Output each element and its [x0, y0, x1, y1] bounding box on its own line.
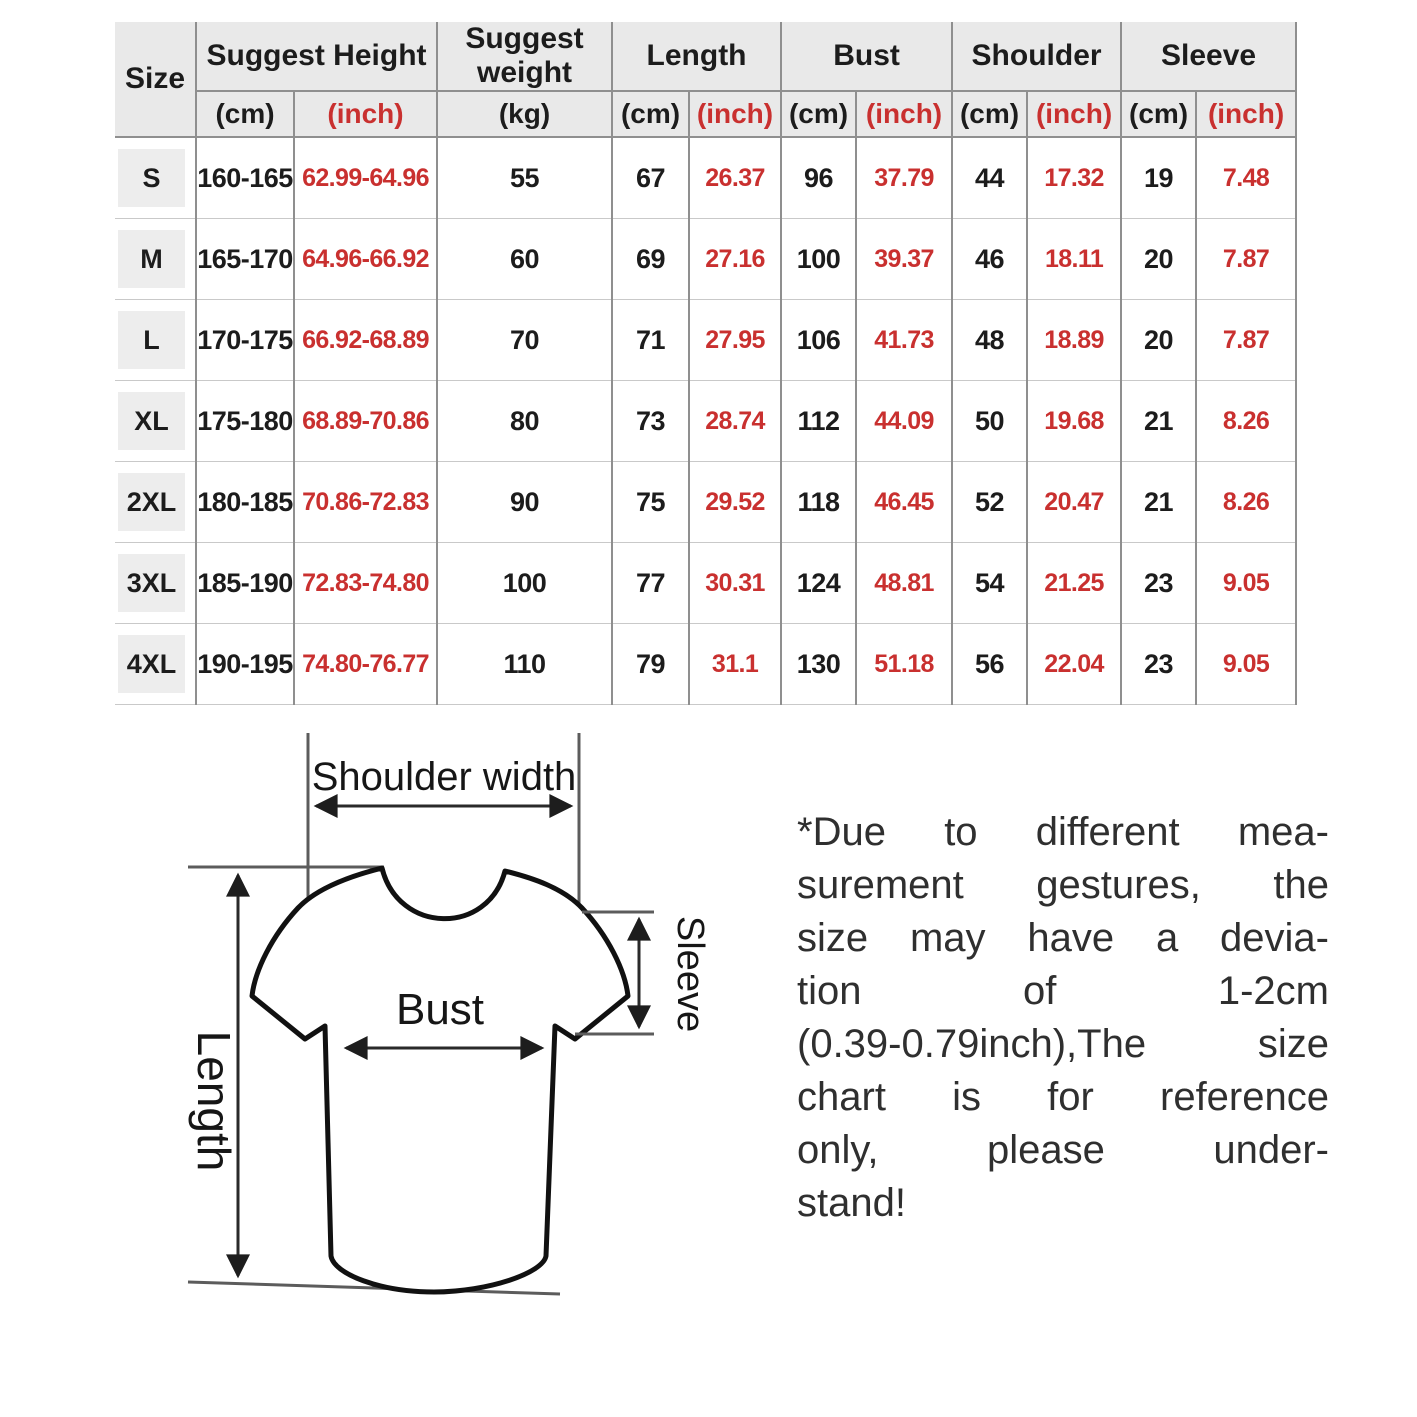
size-cell — [115, 300, 196, 381]
unit-header-cm: (cm) — [612, 91, 689, 137]
length-label: Length — [188, 1030, 240, 1172]
size-cell — [115, 219, 196, 300]
sleeve-cm-cell: 21 — [1121, 381, 1196, 462]
shoulder-inch-cell: 18.89 — [1027, 300, 1121, 381]
height-cm-cell: 170-175 — [196, 300, 294, 381]
size-cell — [115, 462, 196, 543]
bust-cm-cell: 106 — [781, 300, 856, 381]
size-label: 2XL — [118, 473, 185, 531]
height-inch-cell: 68.89-70.86 — [294, 381, 437, 462]
length-cm-cell: 79 — [612, 624, 689, 705]
length-inch-cell: 26.37 — [689, 137, 781, 219]
sleeve-inch-cell: 9.05 — [1196, 624, 1296, 705]
table-row-2xl — [115, 462, 1296, 543]
weight-kg-cell: 55 — [437, 137, 612, 219]
height-cm-cell: 165-170 — [196, 219, 294, 300]
sleeve-inch-cell: 9.05 — [1196, 543, 1296, 624]
col-header-length: Length — [612, 22, 781, 91]
size-cell — [115, 543, 196, 624]
weight-kg-cell: 80 — [437, 381, 612, 462]
unit-header-inch: (inch) — [294, 91, 437, 137]
shoulder-cm-cell: 48 — [952, 300, 1027, 381]
weight-kg-cell: 60 — [437, 219, 612, 300]
bust-inch-cell: 41.73 — [856, 300, 952, 381]
bust-cm-cell: 130 — [781, 624, 856, 705]
weight-kg-cell: 70 — [437, 300, 612, 381]
disclaimer-line: chart is for reference — [797, 1075, 1329, 1119]
length-inch-cell: 30.31 — [689, 543, 781, 624]
height-inch-cell: 70.86-72.83 — [294, 462, 437, 543]
unit-header-kg: (kg) — [437, 91, 612, 137]
length-cm-cell: 77 — [612, 543, 689, 624]
size-label: L — [118, 311, 185, 369]
bust-inch-cell: 44.09 — [856, 381, 952, 462]
height-cm-cell: 175-180 — [196, 381, 294, 462]
unit-header-cm: (cm) — [952, 91, 1027, 137]
length-cm-cell: 75 — [612, 462, 689, 543]
sleeve-cm-cell: 20 — [1121, 300, 1196, 381]
bust-inch-cell: 37.79 — [856, 137, 952, 219]
shoulder-cm-cell: 56 — [952, 624, 1027, 705]
height-cm-cell: 160-165 — [196, 137, 294, 219]
unit-header-inch: (inch) — [1027, 91, 1121, 137]
sleeve-inch-cell: 8.26 — [1196, 381, 1296, 462]
disclaimer-line: surement gestures, the — [797, 863, 1329, 907]
length-inch-cell: 29.52 — [689, 462, 781, 543]
unit-header-inch: (inch) — [856, 91, 952, 137]
size-label: 3XL — [118, 554, 185, 612]
bust-cm-cell: 100 — [781, 219, 856, 300]
bust-inch-cell: 39.37 — [856, 219, 952, 300]
weight-kg-cell: 90 — [437, 462, 612, 543]
table-row-l — [115, 300, 1296, 381]
bust-cm-cell: 112 — [781, 381, 856, 462]
tshirt-outline — [252, 868, 628, 1292]
table-row-m — [115, 219, 1296, 300]
tshirt-measurement-diagram — [88, 708, 788, 1408]
bust-inch-cell: 46.45 — [856, 462, 952, 543]
shoulder-cm-cell: 44 — [952, 137, 1027, 219]
length-inch-cell: 27.16 — [689, 219, 781, 300]
height-inch-cell: 72.83-74.80 — [294, 543, 437, 624]
table-body — [115, 137, 1296, 705]
bust-cm-cell: 96 — [781, 137, 856, 219]
disclaimer-text — [797, 806, 1329, 1230]
bust-cm-cell: 118 — [781, 462, 856, 543]
shoulder-cm-cell: 54 — [952, 543, 1027, 624]
disclaimer-line: (0.39-0.79inch),The size — [797, 1022, 1329, 1066]
sleeve-cm-cell: 23 — [1121, 543, 1196, 624]
size-label: 4XL — [118, 635, 185, 693]
size-cell — [115, 624, 196, 705]
sleeve-cm-cell: 23 — [1121, 624, 1196, 705]
length-inch-cell: 28.74 — [689, 381, 781, 462]
size-label: XL — [118, 392, 185, 450]
shoulder-inch-cell: 22.04 — [1027, 624, 1121, 705]
sleeve-label: Sleeve — [669, 915, 711, 1033]
length-cm-cell: 71 — [612, 300, 689, 381]
shoulder-inch-cell: 17.32 — [1027, 137, 1121, 219]
length-inch-cell: 27.95 — [689, 300, 781, 381]
col-header-bust: Bust — [781, 22, 952, 91]
col-header-shoulder: Shoulder — [952, 22, 1121, 91]
shoulder-cm-cell: 50 — [952, 381, 1027, 462]
bust-inch-cell: 48.81 — [856, 543, 952, 624]
sleeve-inch-cell: 8.26 — [1196, 462, 1296, 543]
unit-header-inch: (inch) — [1196, 91, 1296, 137]
size-label: S — [118, 149, 185, 207]
height-inch-cell: 62.99-64.96 — [294, 137, 437, 219]
col-header-suggest-weight: Suggest weight — [437, 22, 612, 91]
size-cell — [115, 381, 196, 462]
disclaimer-line: only, please under- — [797, 1128, 1329, 1172]
shoulder-width-label: Shoulder width — [311, 755, 577, 799]
weight-kg-cell: 100 — [437, 543, 612, 624]
sleeve-inch-cell: 7.87 — [1196, 219, 1296, 300]
height-cm-cell: 190-195 — [196, 624, 294, 705]
size-label: M — [118, 230, 185, 288]
height-cm-cell: 180-185 — [196, 462, 294, 543]
height-inch-cell: 74.80-76.77 — [294, 624, 437, 705]
bust-label: Bust — [395, 985, 485, 1034]
sleeve-cm-cell: 19 — [1121, 137, 1196, 219]
disclaimer-line: stand! — [797, 1181, 906, 1225]
bust-cm-cell: 124 — [781, 543, 856, 624]
length-cm-cell: 73 — [612, 381, 689, 462]
unit-header-cm: (cm) — [781, 91, 856, 137]
height-inch-cell: 64.96-66.92 — [294, 219, 437, 300]
sleeve-cm-cell: 21 — [1121, 462, 1196, 543]
disclaimer-line: size may have a devia- — [797, 916, 1329, 960]
shoulder-cm-cell: 46 — [952, 219, 1027, 300]
sleeve-inch-cell: 7.48 — [1196, 137, 1296, 219]
table-row-4xl — [115, 624, 1296, 705]
weight-kg-cell: 110 — [437, 624, 612, 705]
shoulder-cm-cell: 52 — [952, 462, 1027, 543]
col-header-suggest-height: Suggest Height — [196, 22, 437, 91]
col-header-sleeve: Sleeve — [1121, 22, 1296, 91]
table-row-3xl — [115, 543, 1296, 624]
unit-header-inch: (inch) — [689, 91, 781, 137]
sleeve-cm-cell: 20 — [1121, 219, 1196, 300]
bust-inch-cell: 51.18 — [856, 624, 952, 705]
length-inch-cell: 31.1 — [689, 624, 781, 705]
size-chart-table — [115, 22, 1297, 705]
height-cm-cell: 185-190 — [196, 543, 294, 624]
col-header-size: Size — [115, 22, 196, 137]
shoulder-inch-cell: 19.68 — [1027, 381, 1121, 462]
shoulder-inch-cell: 21.25 — [1027, 543, 1121, 624]
disclaimer-line: tion of 1-2cm — [797, 969, 1329, 1013]
table-header — [115, 22, 1296, 137]
size-cell — [115, 137, 196, 219]
length-cm-cell: 69 — [612, 219, 689, 300]
unit-header-cm: (cm) — [196, 91, 294, 137]
table-row-xl — [115, 381, 1296, 462]
sleeve-inch-cell: 7.87 — [1196, 300, 1296, 381]
height-inch-cell: 66.92-68.89 — [294, 300, 437, 381]
shoulder-inch-cell: 18.11 — [1027, 219, 1121, 300]
shoulder-inch-cell: 20.47 — [1027, 462, 1121, 543]
unit-header-cm: (cm) — [1121, 91, 1196, 137]
length-cm-cell: 67 — [612, 137, 689, 219]
table-row-s — [115, 137, 1296, 219]
disclaimer-line: *Due to different mea- — [797, 810, 1329, 854]
